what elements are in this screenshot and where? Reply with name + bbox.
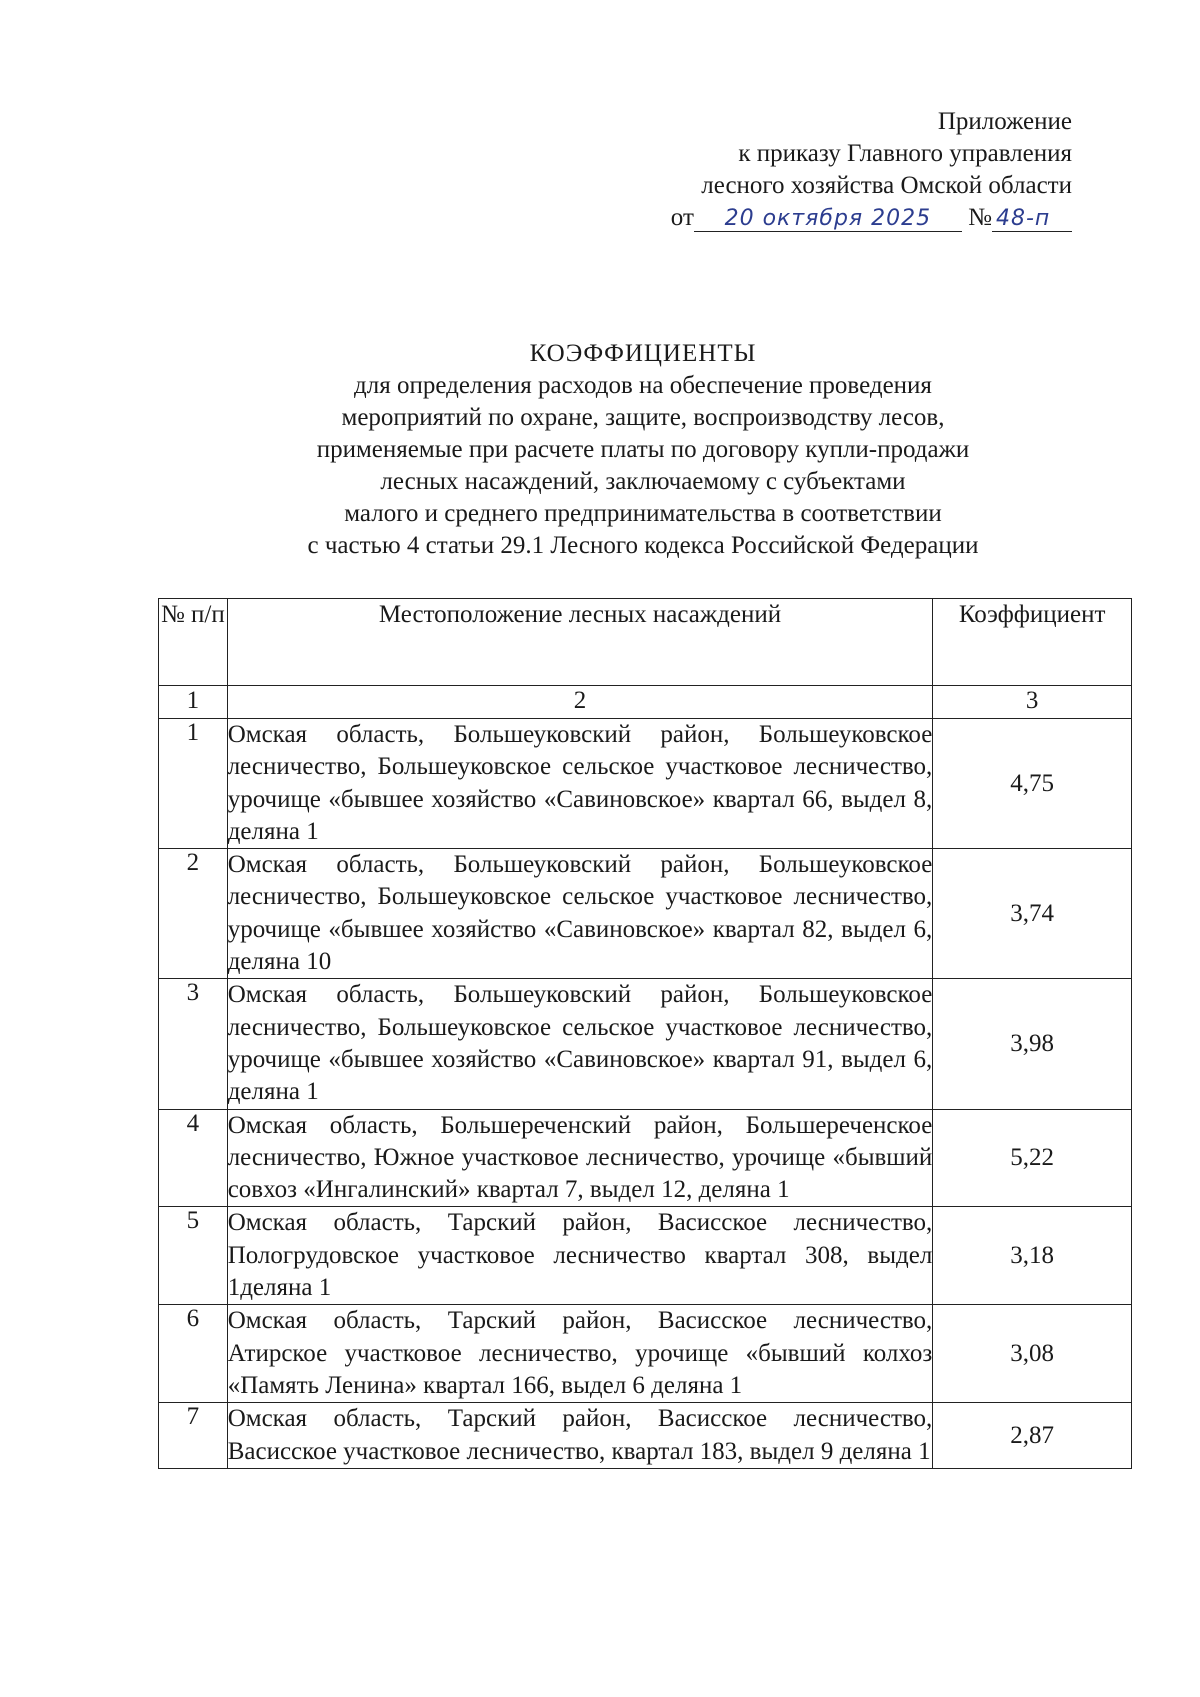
number-prefix: № bbox=[968, 204, 992, 231]
table-row bbox=[159, 1207, 1132, 1305]
title-line-5: малого и среднего предпринимательства в соответствии bbox=[344, 500, 942, 527]
table-row bbox=[159, 849, 1132, 979]
column-number: 3 bbox=[933, 686, 1132, 719]
title-line-3: применяемые при расчете платы по договору купли-продажи bbox=[316, 436, 970, 463]
row-location: Омская область, Большеуковский район, Большеуковское лесничество, Большеуковское сельское участковое лесничество, урочище «бывшее хозяйство «Савиновское» квартал 91, выдел 6, деляна 1 bbox=[227, 979, 933, 1109]
title-line-4: лесных насаждений, заключаемому с субъектами bbox=[380, 468, 906, 495]
table-row bbox=[159, 1403, 1132, 1469]
order-reference: к приказу Главного управления bbox=[738, 140, 1072, 167]
row-coefficient: 3,74 bbox=[933, 849, 1132, 979]
order-date-number bbox=[671, 202, 1072, 234]
row-coefficient: 4,75 bbox=[933, 719, 1132, 849]
table-row bbox=[159, 1305, 1132, 1403]
appendix-header bbox=[671, 106, 1072, 234]
column-number: 2 bbox=[227, 686, 933, 719]
row-coefficient: 2,87 bbox=[933, 1403, 1132, 1469]
coefficients-table bbox=[158, 598, 1132, 1469]
document-title bbox=[250, 338, 1036, 562]
row-number: 4 bbox=[159, 1109, 228, 1207]
authority-name: лесного хозяйства Омской области bbox=[701, 172, 1072, 199]
row-location: Омская область, Большеуковский район, Большеуковское лесничество, Большеуковское сельское участковое лесничество, урочище «бывшее хозяйство «Савиновское» квартал 82, выдел 6, деляна 10 bbox=[227, 849, 933, 979]
row-location: Омская область, Тарский район, Васисское лесничество, Васисское участковое лесничество, квартал 183, выдел 9 деляна 1 bbox=[227, 1403, 933, 1469]
header-coefficient: Коэффициент bbox=[933, 599, 1132, 686]
row-location: Омская область, Большереченский район, Большереченское лесничество, Южное участковое лесничество, урочище «бывший совхоз «Ингалинский» квартал 7, выдел 12, деляна 1 bbox=[227, 1109, 933, 1207]
row-coefficient: 3,08 bbox=[933, 1305, 1132, 1403]
column-number-row bbox=[159, 686, 1132, 719]
handwritten-order-number: 48-п bbox=[992, 207, 1072, 232]
row-coefficient: 3,18 bbox=[933, 1207, 1132, 1305]
title-line-6: с частью 4 статьи 29.1 Лесного кодекса Российской Федерации bbox=[307, 532, 979, 559]
header-number: № п/п bbox=[159, 599, 228, 686]
table-row bbox=[159, 719, 1132, 849]
row-location: Омская область, Большеуковский район, Большеуковское лесничество, Большеуковское сельское участковое лесничество, урочище «бывшее хозяйство «Савиновское» квартал 66, выдел 8, деляна 1 bbox=[227, 719, 933, 849]
row-number: 2 bbox=[159, 849, 228, 979]
row-number: 5 bbox=[159, 1207, 228, 1305]
row-number: 6 bbox=[159, 1305, 228, 1403]
row-coefficient: 5,22 bbox=[933, 1109, 1132, 1207]
row-number: 1 bbox=[159, 719, 228, 849]
row-location: Омская область, Тарский район, Васисское лесничество, Пологрудовское участковое лесничество квартал 308, выдел 1деляна 1 bbox=[227, 1207, 933, 1305]
title-main: КОЭФФИЦИЕНТЫ bbox=[529, 340, 757, 367]
date-prefix: от bbox=[670, 204, 694, 231]
column-number: 1 bbox=[159, 686, 228, 719]
handwritten-date: 20 октября 2025 bbox=[694, 207, 962, 232]
table-row bbox=[159, 1109, 1132, 1207]
appendix-label: Приложение bbox=[937, 108, 1072, 135]
row-number: 3 bbox=[159, 979, 228, 1109]
title-line-1: для определения расходов на обеспечение проведения bbox=[354, 372, 932, 399]
table-header-row bbox=[159, 599, 1132, 686]
row-number: 7 bbox=[159, 1403, 228, 1469]
row-location: Омская область, Тарский район, Васисское лесничество, Атирское участковое лесничество, урочище «бывший колхоз «Память Ленина» квартал 166, выдел 6 деляна 1 bbox=[227, 1305, 933, 1403]
title-line-2: мероприятий по охране, защите, воспроизводству лесов, bbox=[341, 404, 945, 431]
table-row bbox=[159, 979, 1132, 1109]
row-coefficient: 3,98 bbox=[933, 979, 1132, 1109]
header-location: Местоположение лесных насаждений bbox=[227, 599, 933, 686]
